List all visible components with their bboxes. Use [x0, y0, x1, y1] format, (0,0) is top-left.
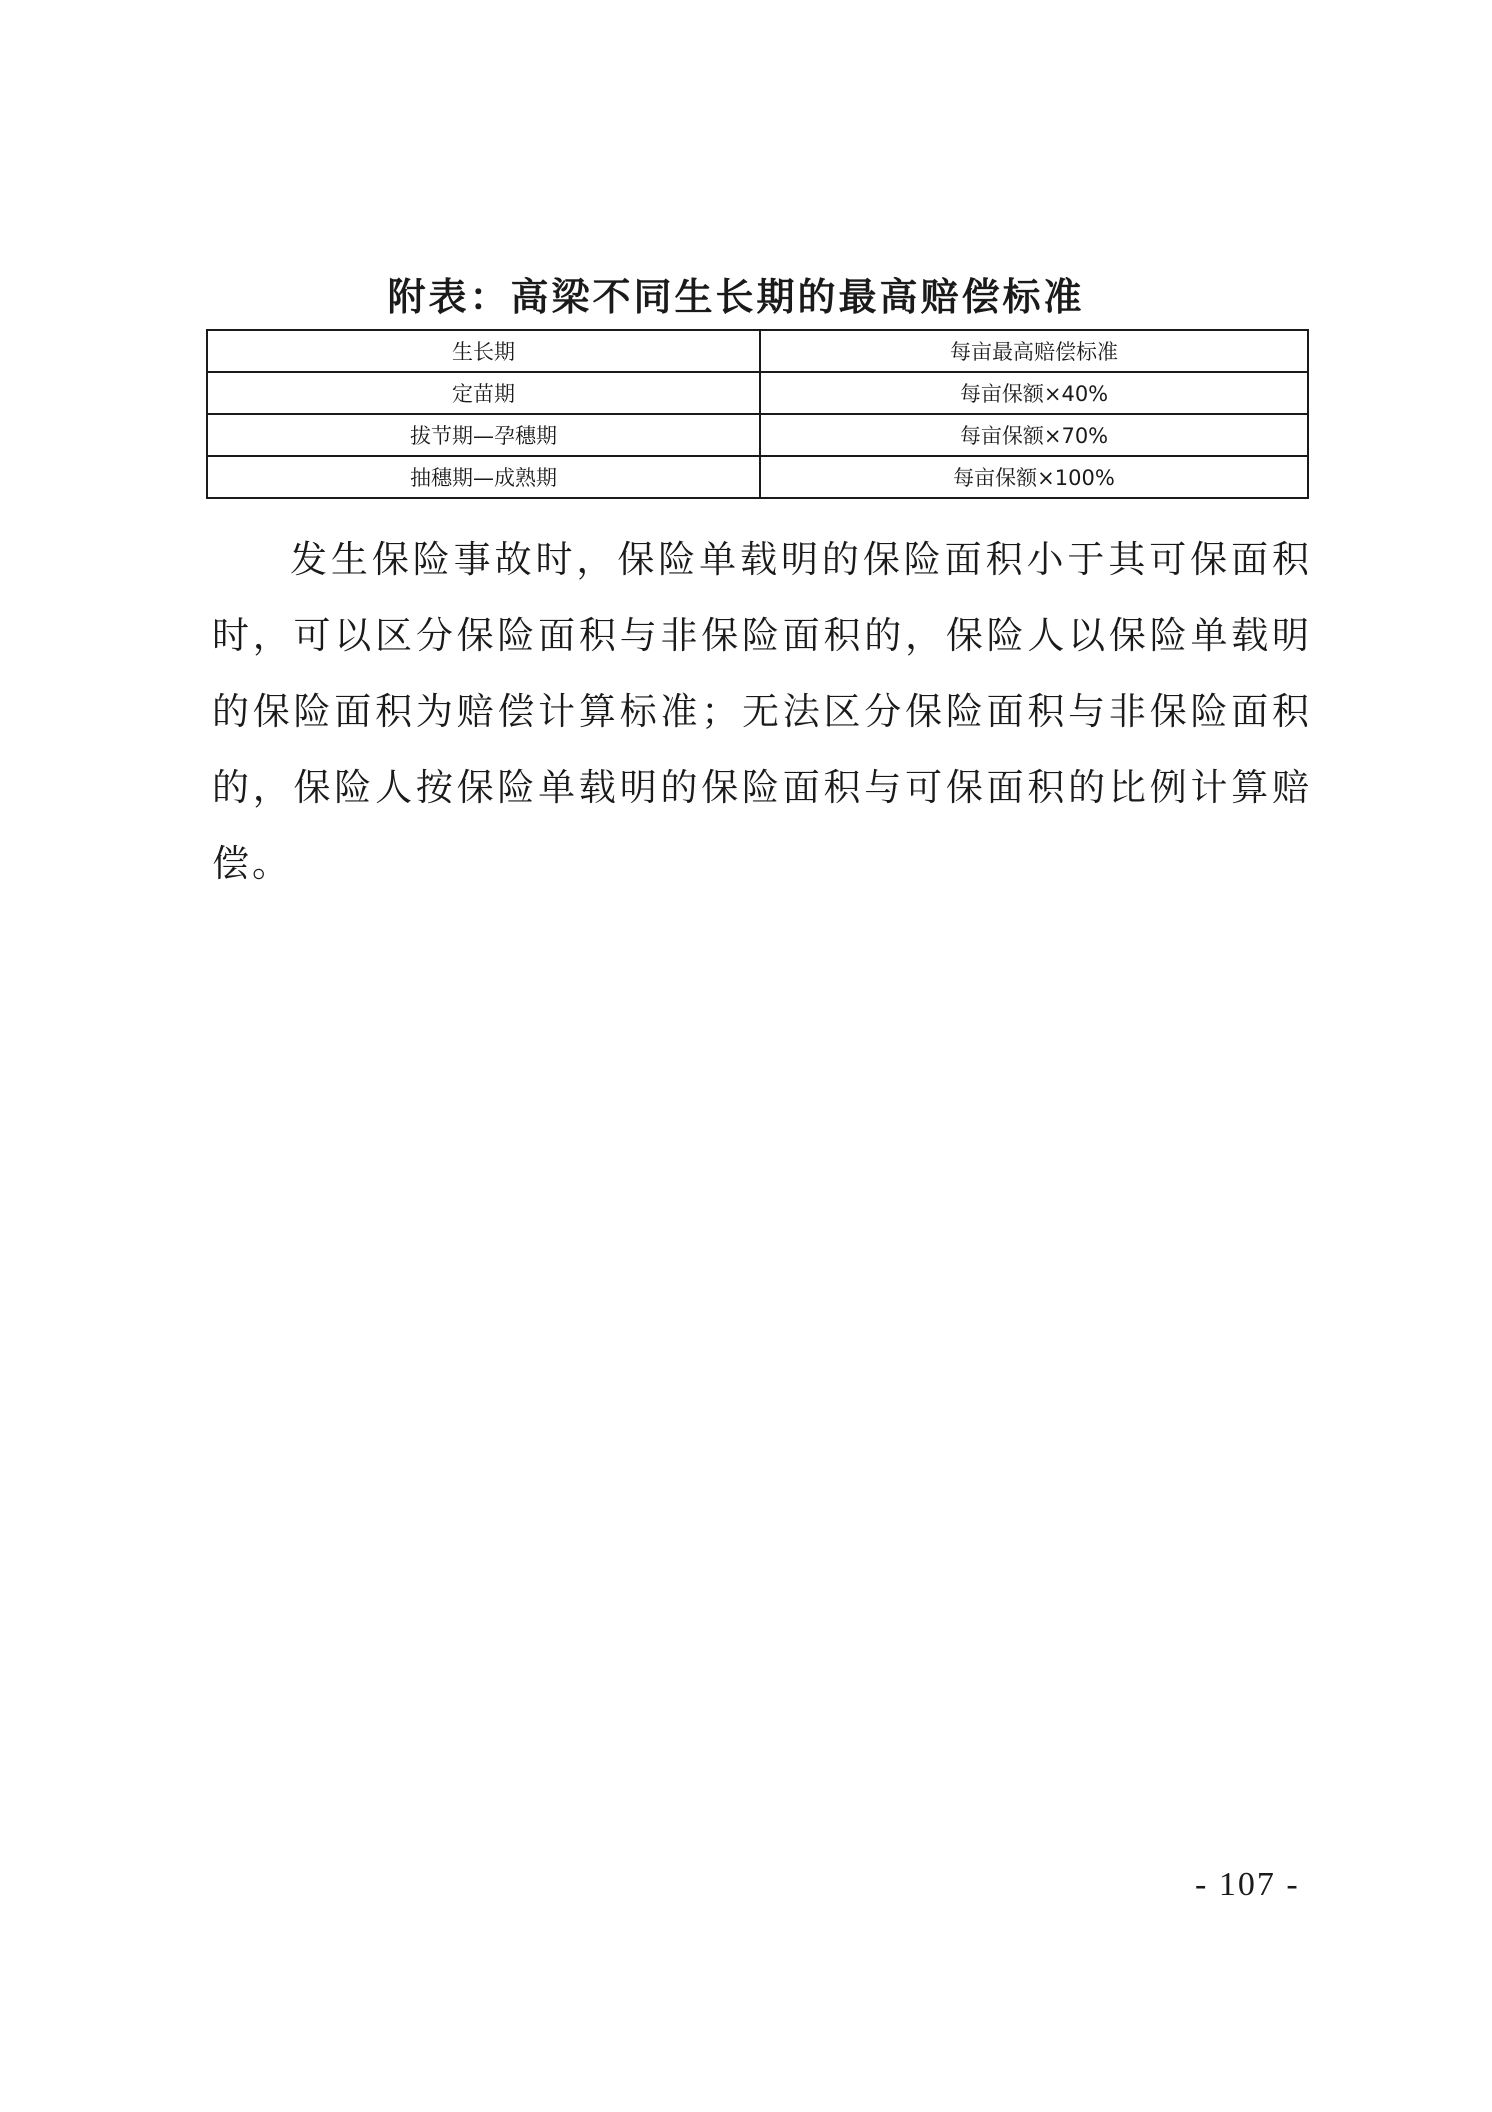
table-title [0, 272, 1492, 322]
page-number: - 107 - [1195, 1866, 1300, 1903]
cell-max-compensation: 每亩保额×40% [760, 372, 1308, 414]
table-title-text: 附表：高梁不同生长期的最高赔偿标准 [387, 274, 1085, 319]
cell-max-compensation: 每亩保额×100% [760, 456, 1308, 498]
table-row [207, 372, 1308, 414]
cell-growth-period: 拔节期—孕穗期 [207, 414, 760, 456]
compensation-standard-table [206, 329, 1309, 499]
cell-growth-period: 定苗期 [207, 372, 760, 414]
cell-max-compensation: 每亩保额×70% [760, 414, 1308, 456]
table-row [207, 414, 1308, 456]
table-row [207, 456, 1308, 498]
header-max-compensation: 每亩最高赔偿标准 [760, 330, 1308, 372]
cell-growth-period: 抽穗期—成熟期 [207, 456, 760, 498]
body-paragraph: 发生保险事故时，保险单载明的保险面积小于其可保面积时，可以区分保险面积与非保险面积的，保险人以保险单载明的保险面积为赔偿计算标准；无法区分保险面积与非保险面积的，保险人按保险单载明的保险面积与可保面积的比例计算赔偿。 [212, 538, 1312, 885]
header-growth-period: 生长期 [207, 330, 760, 372]
table-header-row [207, 330, 1308, 372]
